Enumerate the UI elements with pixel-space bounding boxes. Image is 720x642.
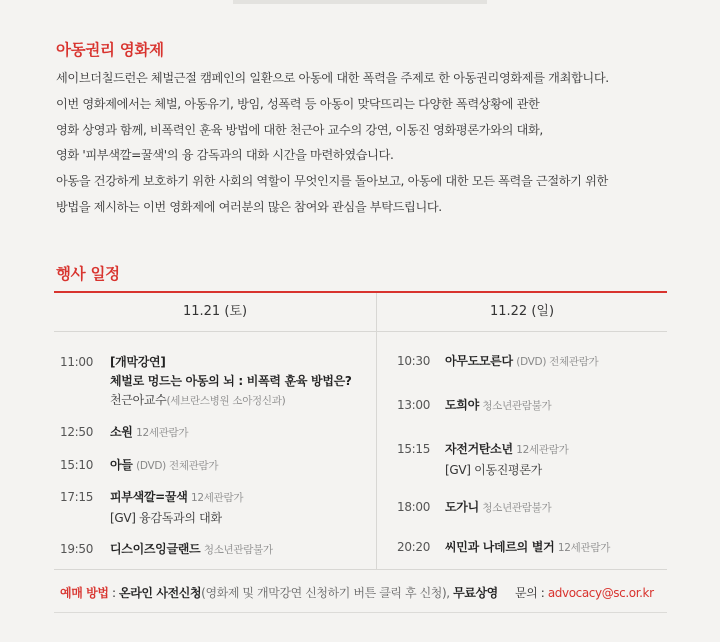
film-rating: 12세관람가 [136,427,189,439]
event-time: 15:15 [397,442,431,456]
top-divider [233,0,487,4]
event-time: 10:30 [397,354,431,368]
film-rating: 12세관람가 [191,492,244,504]
day-date: 11.22 (일) [377,293,667,332]
contact-label: 문의 : [514,586,548,600]
film-title: 아무도모른다 [445,354,513,368]
film-title: 소원 [110,425,133,439]
lecture-title: 체벌로 멍드는 아동의 뇌 : 비폭력 훈육 방법은? [110,374,352,388]
film-title: 도희야 [445,398,479,412]
gv-session: [GV] 융감독과의 대화 [110,511,222,525]
film-title: 도가니 [445,500,479,514]
event-time: 18:00 [397,500,431,514]
film-rating: 청소년관람불가 [482,400,552,412]
intro-line: 아동을 건강하게 보호하기 위한 사회의 역할이 무엇인지를 돌아보고, 아동에 대한 모든 폭력을 근절하기 위한 [56,174,608,189]
film-rating: (DVD) 전체관람가 [136,460,219,472]
booking-info [60,584,654,601]
day-date: 11.21 (토) [54,293,376,332]
film-title: 피부색깔=꿀색 [110,490,188,504]
day-column-2 [377,293,667,569]
film-rating: 청소년관람불가 [482,502,552,514]
film-title: 자전거탄소년 [445,442,513,456]
event-time: 17:15 [60,490,94,504]
event-time: 13:00 [397,398,431,412]
event-time: 11:00 [60,355,94,369]
film-rating: 12세관람가 [516,444,569,456]
event-label: [개막강연] [110,355,166,369]
intro-line: 영화 '피부색깔=꿀색'의 융 감독과의 대화 시간을 마련하였습니다. [56,148,394,163]
booking-note: (영화제 및 개막강연 신청하기 버튼 클릭 후 신청), [201,586,450,600]
booking-label: 예매 방법 [60,586,109,600]
film-title: 아들 [110,458,133,472]
event-time: 15:10 [60,458,94,472]
film-title: 디스이즈잉글랜드 [110,542,201,556]
film-rating: 청소년관람불가 [203,544,273,556]
intro-line: 방법을 제시하는 이번 영화제에 여러분의 많은 참여와 관심을 부탁드립니다. [56,199,442,214]
schedule-title: 행사 일정 [56,265,120,283]
film-rating: (DVD) 전체관람가 [516,356,599,368]
speaker-affiliation: (세브란스병원 소아정신과) [166,395,286,407]
booking-method: 온라인 사전신청 [119,586,202,600]
festival-title: 아동권리 영화제 [56,41,164,59]
booking-separator: : [108,586,120,600]
day-column-1 [54,293,377,569]
intro-line: 영화 상영과 함께, 비폭력인 훈육 방법에 대한 천근아 교수의 강연, 이동진 영화평론가와의 대화, [56,122,543,137]
intro-line: 세이브더칠드런은 체벌근절 캠페인의 일환으로 아동에 대한 폭력을 주제로 한 아동권리영화제를 개최합니다. [56,71,609,85]
footer-divider [54,612,667,613]
festival-intro [56,66,686,221]
film-title: 씨민과 나데르의 별거 [445,540,555,554]
intro-line: 이번 영화제에서는 체벌, 아동유기, 방임, 성폭력 등 아동이 맞닥뜨리는 다양한 폭력상황에 관한 [56,96,540,111]
price-info: 무료상영 [453,586,498,600]
event-time: 12:50 [60,425,94,439]
gv-session: [GV] 이동진평론가 [445,463,542,477]
event-time: 19:50 [60,542,94,556]
speaker-name: 천근아교수 [110,393,167,407]
contact-email-link[interactable]: advocacy@sc.or.kr [547,586,654,600]
schedule-table [54,291,667,570]
film-rating: 12세관람가 [557,542,611,554]
event-time: 20:20 [397,540,431,554]
